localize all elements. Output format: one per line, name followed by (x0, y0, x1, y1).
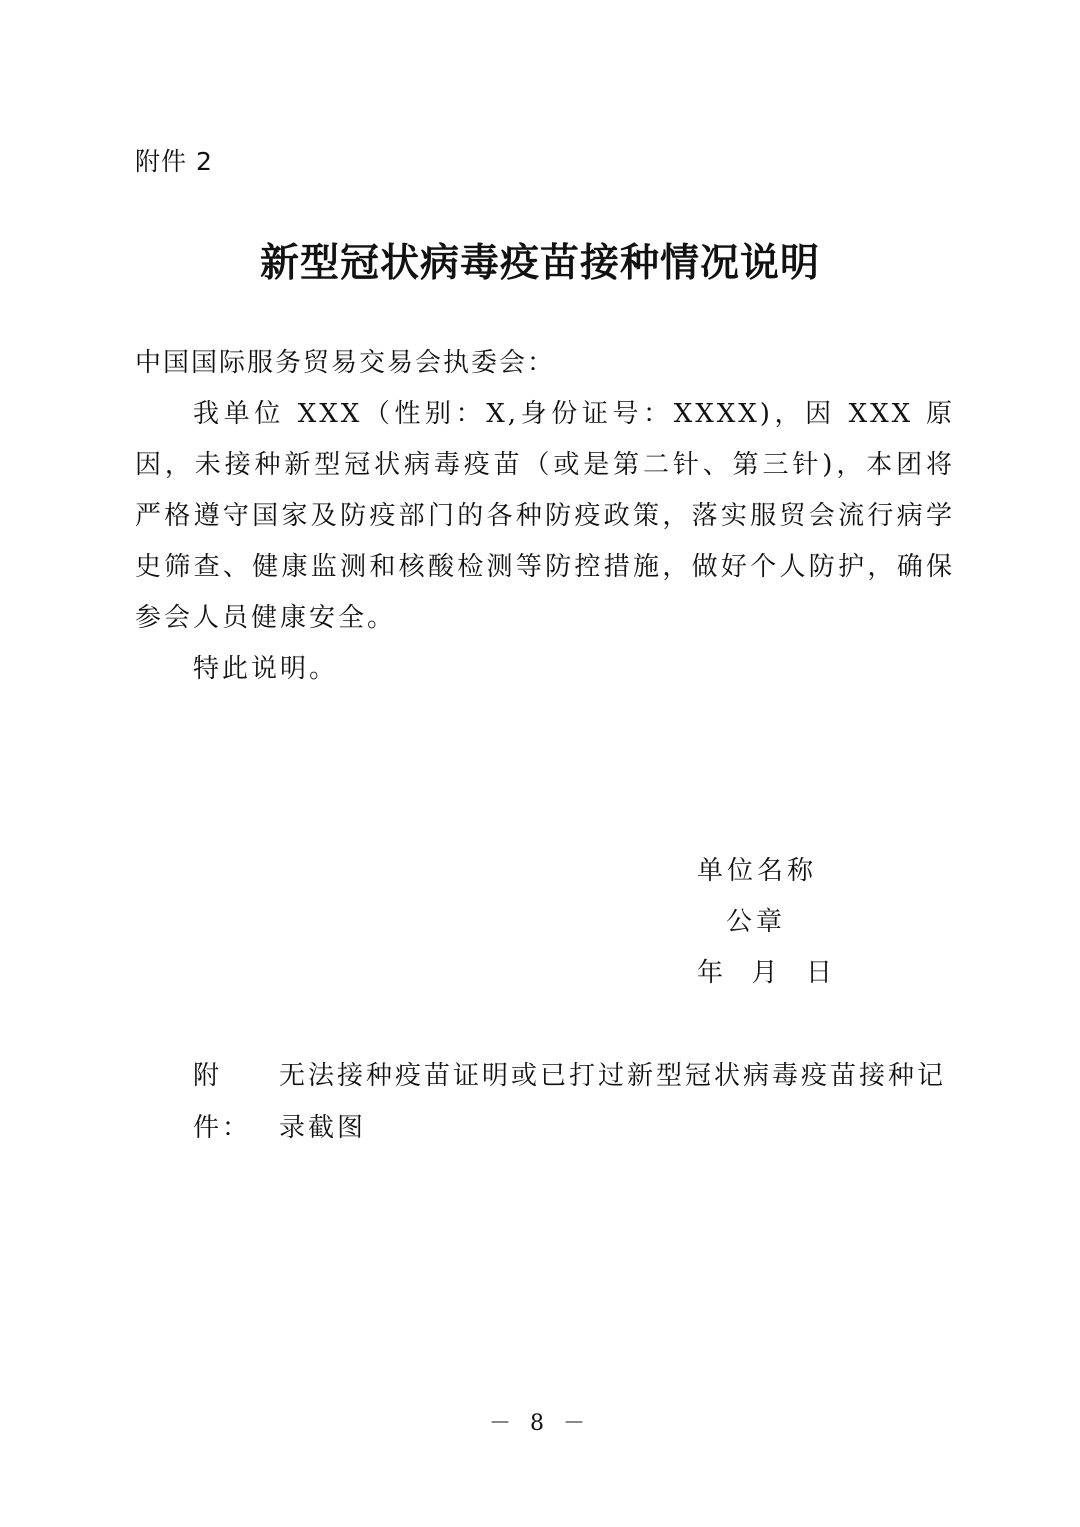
date-line: 年 月 日 (697, 958, 837, 988)
attachment-note-label: 附件： (193, 1061, 252, 1143)
body-paragraph-statement: 我单位 XXX（性别：X,身份证号：XXXX)，因 XXX 原因，未接种新型冠状病毒疫苗（或是第二针、第三针)，本团将严格遵守国家及防疫部门的各种防疫政策，落实服贸会流行病学史筛查、健康监测和核酸检测等防控措施，做好个人防护，确保参会人员健康安全。 (135, 399, 955, 633)
document-body (135, 338, 955, 695)
attachment-number-label: 附件 2 (135, 147, 213, 176)
body-paragraph-closing: 特此说明。 (193, 654, 339, 684)
document-title: 新型冠状病毒疫苗接种情况说明 (259, 240, 820, 286)
official-seal-line: 公章 (726, 907, 787, 937)
attachment-note-text: 无法接种疫苗证明或已打过新型冠状病毒疫苗接种记录截图 (279, 1061, 947, 1143)
salutation: 中国国际服务贸易交易会执委会： (135, 348, 556, 378)
signature-block (697, 846, 836, 999)
attachment-note (193, 1050, 955, 1154)
page-number: － 8 － (489, 1411, 591, 1436)
unit-name-line: 单位名称 (697, 856, 818, 886)
